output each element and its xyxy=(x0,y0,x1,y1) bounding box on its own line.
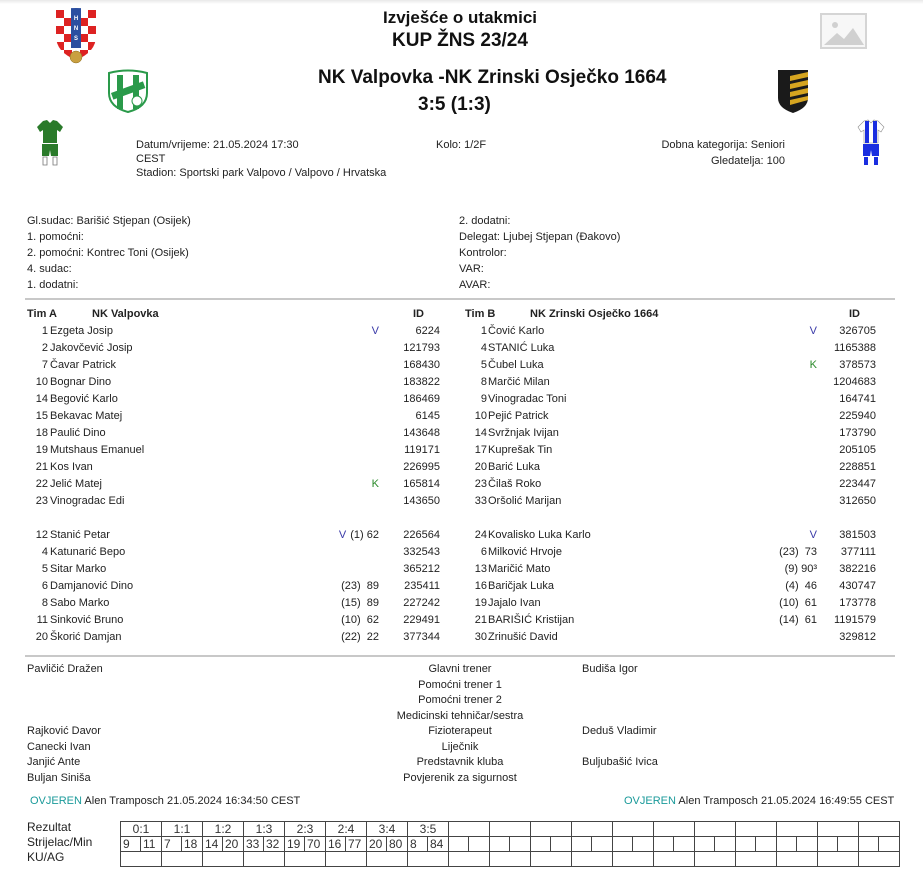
minute-cell xyxy=(633,837,654,852)
ku-ag-cell xyxy=(777,852,818,867)
home-staff-name: Canecki Ivan xyxy=(27,740,91,753)
player-id: 377111 xyxy=(840,546,876,558)
competition-title: KUP ŽNS 23/24 xyxy=(392,30,528,51)
scorer-cell: 8 xyxy=(408,837,428,852)
sub-row xyxy=(0,612,923,629)
player-name: Kovalisko Luka Karlo xyxy=(488,529,591,541)
player-id: 173790 xyxy=(839,427,876,439)
staff-role: Povjerenik za sigurnost xyxy=(403,771,517,784)
team-separator: - xyxy=(438,67,445,88)
scorer-cell xyxy=(613,837,633,852)
player-id: 382216 xyxy=(839,563,876,575)
result-cell: 1:2 xyxy=(203,822,244,837)
player-name: Čilaš Roko xyxy=(488,478,542,490)
sub-row xyxy=(0,629,923,646)
player-number: 21 xyxy=(35,461,48,473)
team-a-label: Tim A xyxy=(27,308,57,320)
scorer-cell xyxy=(818,837,838,852)
player-row xyxy=(0,323,923,340)
result-cell xyxy=(695,822,736,837)
result-cell xyxy=(654,822,695,837)
player-number: 1 xyxy=(41,325,48,337)
player-id: 1165388 xyxy=(833,342,876,354)
home-team-name: NK Valpovka xyxy=(318,67,434,88)
player-number: 10 xyxy=(35,376,48,388)
minute-cell: 77 xyxy=(346,837,367,852)
minute-cell xyxy=(756,837,777,852)
player-number: 16 xyxy=(474,580,487,592)
player-number: 2 xyxy=(41,342,48,354)
substitution-info: (14) 61 xyxy=(779,614,817,626)
minute-cell xyxy=(592,837,613,852)
player-name: Čović Karlo xyxy=(488,325,545,337)
substitution-info: (23) 89 xyxy=(341,580,379,592)
row-label-scorer: Strijelac/Min xyxy=(27,835,93,849)
player-name: Sabo Marko xyxy=(50,597,110,609)
officials-right xyxy=(459,213,620,293)
minute-cell: 80 xyxy=(387,837,408,852)
home-verification xyxy=(30,795,300,807)
player-name: Damjanović Dino xyxy=(50,580,134,592)
row-label-result: Rezultat xyxy=(27,820,72,834)
player-name: Bognar Dino xyxy=(50,376,112,388)
player-number: 15 xyxy=(35,410,48,422)
player-number: 33 xyxy=(474,495,487,507)
player-number: 5 xyxy=(41,563,48,575)
player-number: 19 xyxy=(35,444,48,456)
player-number: 20 xyxy=(474,461,487,473)
scorer-cell xyxy=(572,837,592,852)
staff-role: Predstavnik kluba xyxy=(416,756,504,768)
sub-row xyxy=(0,561,923,578)
player-name: Barić Luka xyxy=(488,461,540,473)
home-staff-name: Pavličić Dražen xyxy=(27,663,103,675)
player-name: STANIĆ Luka xyxy=(488,342,555,354)
minute-cell: 20 xyxy=(223,837,244,852)
player-name: Paulić Dino xyxy=(50,427,106,439)
player-name: Jakovčević Josip xyxy=(50,342,133,354)
scorer-cell: 9 xyxy=(121,837,141,852)
minute-cell: 11 xyxy=(141,837,162,852)
player-number: 4 xyxy=(480,342,487,354)
ku-ag-cell xyxy=(531,852,572,867)
player-name: Mutshaus Emanuel xyxy=(50,444,145,456)
goalkeeper-mark: V xyxy=(371,325,379,337)
ku-ag-cell xyxy=(162,852,203,867)
player-id: 329812 xyxy=(839,631,876,643)
player-status xyxy=(779,544,817,561)
player-row xyxy=(0,391,923,408)
minute-cell: 70 xyxy=(305,837,326,852)
player-name: Vinogradac Toni xyxy=(488,393,567,405)
match-title xyxy=(318,67,667,89)
player-row xyxy=(0,493,923,510)
scorer-cell: 33 xyxy=(244,837,264,852)
scorer-cell xyxy=(449,837,469,852)
officials-left xyxy=(27,213,191,293)
player-name: Pejić Patrick xyxy=(488,410,549,422)
staff-role: Glavni trener xyxy=(428,663,492,675)
ku-ag-cell xyxy=(408,852,449,867)
player-number: 24 xyxy=(474,529,487,541)
player-number: 10 xyxy=(474,410,487,422)
ku-ag-cell xyxy=(367,852,408,867)
player-name: Begović Karlo xyxy=(50,393,118,405)
away-staff-name: Budiša Igor xyxy=(582,663,638,675)
player-row xyxy=(0,476,923,493)
result-cell: 3:5 xyxy=(408,822,449,837)
player-id: 227242 xyxy=(403,597,440,609)
player-id: 168430 xyxy=(403,359,440,371)
substitution-info: (23) 73 xyxy=(779,546,817,558)
player-status xyxy=(779,612,817,629)
scorer-cell: 14 xyxy=(203,837,223,852)
player-name: Čavar Patrick xyxy=(50,359,117,371)
player-row xyxy=(0,459,923,476)
away-team-logo xyxy=(776,68,810,114)
ku-ag-cell xyxy=(203,852,244,867)
player-id: 377344 xyxy=(403,631,440,643)
player-name: Maričić Mato xyxy=(488,563,551,575)
player-row xyxy=(0,408,923,425)
player-id: 226564 xyxy=(403,529,440,541)
player-id: 121793 xyxy=(403,342,440,354)
player-number: 18 xyxy=(35,427,48,439)
player-name: Škorić Damjan xyxy=(50,631,122,643)
team-b-id-header: ID xyxy=(849,308,860,320)
ku-ag-cell xyxy=(490,852,531,867)
player-number: 14 xyxy=(35,393,48,405)
staff-role: Pomoćni trener 2 xyxy=(418,694,502,706)
scorer-cell xyxy=(777,837,797,852)
scorer-cell xyxy=(490,837,510,852)
player-id: 173778 xyxy=(839,597,876,609)
player-id: 119171 xyxy=(404,444,440,456)
official-line: 4. sudac: xyxy=(27,263,72,275)
player-id: 378573 xyxy=(839,359,876,371)
player-id: 143650 xyxy=(403,495,440,507)
sub-row xyxy=(0,595,923,612)
ku-ag-cell xyxy=(818,852,859,867)
player-number: 6 xyxy=(41,580,48,592)
player-number: 5 xyxy=(480,359,487,371)
hns-logo xyxy=(52,6,100,64)
player-number: 8 xyxy=(480,376,487,388)
official-line: AVAR: xyxy=(459,279,491,291)
player-row xyxy=(0,425,923,442)
minute-cell xyxy=(715,837,736,852)
player-id: 164741 xyxy=(839,393,876,405)
player-status xyxy=(785,561,817,578)
official-line: 1. dodatni: xyxy=(27,279,79,291)
official-line: VAR: xyxy=(459,263,484,275)
player-id: 226995 xyxy=(403,461,440,473)
svg-text:H: H xyxy=(73,16,79,22)
match-stadium: Stadion: Sportski park Valpovo / Valpovo / Hrvatska xyxy=(136,167,387,179)
match-datetime: Datum/vrijeme: 21.05.2024 17:30 xyxy=(136,139,299,151)
player-number: 30 xyxy=(474,631,487,643)
player-row xyxy=(0,340,923,357)
ku-ag-cell xyxy=(695,852,736,867)
goals-row-labels xyxy=(27,820,92,865)
match-score: 3:5 (1:3) xyxy=(418,94,491,115)
player-id: 186469 xyxy=(403,393,440,405)
player-name: Bekavac Matej xyxy=(50,410,123,422)
goalkeeper-mark: V xyxy=(338,529,347,541)
away-kit-icon xyxy=(856,119,886,167)
player-id: 183822 xyxy=(403,376,440,388)
away-team-name: NK Zrinski Osječko 1664 xyxy=(444,67,667,88)
player-name: Kos Ivan xyxy=(50,461,93,473)
result-cell xyxy=(613,822,654,837)
player-status xyxy=(810,323,817,340)
player-name: Sinković Bruno xyxy=(50,614,124,626)
player-number: 14 xyxy=(474,427,487,439)
attendance: Gledatelja: 100 xyxy=(711,155,785,167)
substitution-info: (10) 61 xyxy=(779,597,817,609)
staff-role: Medicinski tehničar/sestra xyxy=(396,709,524,722)
home-staff-name: Janjić Ante xyxy=(27,756,81,768)
result-cell: 3:4 xyxy=(367,822,408,837)
player-name: Vinogradac Edi xyxy=(50,495,125,507)
match-timezone: CEST xyxy=(136,153,166,165)
substitution-info: (10) 62 xyxy=(341,614,379,626)
player-id: 228851 xyxy=(839,461,876,473)
home-team-logo xyxy=(107,69,149,113)
row-label-ku-ag: KU/AG xyxy=(27,850,65,864)
goals-grid xyxy=(120,821,900,867)
player-name: BARIŠIĆ Kristijan xyxy=(488,614,575,626)
verified-by: Alen Tramposch 21.05.2024 16:49:55 CEST xyxy=(678,795,895,807)
home-staff-name: Rajković Davor xyxy=(27,725,101,737)
player-number: 8 xyxy=(41,597,48,609)
minute-cell: 18 xyxy=(182,837,203,852)
away-staff-name: Deduš Vladimir xyxy=(582,725,657,737)
player-number: 22 xyxy=(35,478,48,490)
result-cell xyxy=(736,822,777,837)
match-round: Kolo: 1/2F xyxy=(436,139,487,151)
match-info-right xyxy=(600,137,785,169)
player-id: 143648 xyxy=(403,427,440,439)
result-cell xyxy=(531,822,572,837)
player-number: 4 xyxy=(41,546,48,558)
verified-status: OVJEREN xyxy=(624,795,676,807)
ku-ag-cell xyxy=(449,852,490,867)
sub-row xyxy=(0,527,923,544)
divider xyxy=(25,655,895,657)
home-staff-name: Buljan Siniša xyxy=(27,771,91,784)
minute-cell xyxy=(797,837,818,852)
player-name: Sitar Marko xyxy=(50,563,107,575)
player-id: 6224 xyxy=(415,325,440,337)
player-id: 205105 xyxy=(839,444,876,456)
team-b-label: Tim B xyxy=(465,308,496,320)
ku-ag-cell xyxy=(859,852,900,867)
ku-ag-cell xyxy=(572,852,613,867)
svg-text:S: S xyxy=(73,36,79,42)
minute-cell xyxy=(551,837,572,852)
minute-cell xyxy=(469,837,490,852)
player-id: 6145 xyxy=(415,410,440,422)
result-cell xyxy=(572,822,613,837)
player-id: 229491 xyxy=(403,614,440,626)
team-a-name: NK Valpovka xyxy=(92,308,159,320)
player-status xyxy=(810,357,817,374)
substitution-info: (4) 46 xyxy=(785,580,817,592)
player-name: Zrinušić David xyxy=(488,631,558,643)
player-name: Jelić Matej xyxy=(50,478,102,490)
substitution-info: (22) 22 xyxy=(341,631,379,643)
team-b-name: NK Zrinski Osječko 1664 xyxy=(530,308,659,320)
verified-status: OVJEREN xyxy=(30,795,82,807)
report-title: Izvješće o utakmici xyxy=(382,8,538,27)
divider xyxy=(25,298,895,300)
player-number: 17 xyxy=(474,444,487,456)
player-name: Oršolić Marijan xyxy=(488,495,562,507)
result-cell xyxy=(777,822,818,837)
minute-cell xyxy=(674,837,695,852)
ku-ag-cell xyxy=(654,852,695,867)
result-cell xyxy=(818,822,859,837)
sub-row xyxy=(0,544,923,561)
player-id: 326705 xyxy=(839,325,876,337)
scorer-cell xyxy=(695,837,715,852)
player-name: Stanić Petar xyxy=(50,529,110,541)
official-line: Delegat: Ljubej Stjepan (Đakovo) xyxy=(459,231,621,243)
staff-role: Pomoćni trener 1 xyxy=(418,678,502,691)
player-id: 165814 xyxy=(403,478,440,490)
player-status xyxy=(785,578,817,595)
sub-row xyxy=(0,578,923,595)
ku-ag-cell xyxy=(613,852,654,867)
player-number: 13 xyxy=(474,563,487,575)
away-staff-name: Buljubašić Ivica xyxy=(582,756,658,768)
player-name: Čubel Luka xyxy=(488,359,544,371)
player-row xyxy=(0,442,923,459)
player-name: Jajalo Ivan xyxy=(488,597,541,609)
official-line: Kontrolor: xyxy=(459,247,507,259)
player-row xyxy=(0,374,923,391)
player-name: Baričjak Luka xyxy=(488,580,555,592)
official-line: 2. dodatni: xyxy=(459,215,511,227)
away-verification xyxy=(624,795,894,807)
result-cell xyxy=(449,822,490,837)
player-number: 23 xyxy=(474,478,487,490)
ku-ag-cell xyxy=(285,852,326,867)
goalkeeper-mark: V xyxy=(809,325,817,337)
substitution-info: (9) 90³ xyxy=(784,563,817,575)
substitution-info: (15) 89 xyxy=(341,597,379,609)
player-id: 381503 xyxy=(839,529,876,541)
player-number: 6 xyxy=(480,546,487,558)
player-name: Katunarić Bepo xyxy=(50,546,126,558)
scorer-cell: 7 xyxy=(162,837,182,852)
team-a-id-header: ID xyxy=(413,308,424,320)
official-line: 2. pomoćni: Kontrec Toni (Osijek) xyxy=(27,247,189,259)
scorer-cell xyxy=(531,837,551,852)
top-shadow xyxy=(0,0,923,4)
captain-mark: K xyxy=(809,359,817,371)
scorer-cell xyxy=(859,837,879,852)
player-id: 225940 xyxy=(839,410,876,422)
result-cell xyxy=(859,822,900,837)
player-number: 11 xyxy=(36,614,48,626)
player-id: 223447 xyxy=(839,478,876,490)
match-info-left xyxy=(136,137,386,181)
player-id: 332543 xyxy=(403,546,440,558)
svg-text:N: N xyxy=(73,26,79,32)
player-id: 312650 xyxy=(839,495,876,507)
player-row xyxy=(0,357,923,374)
player-name: Svržnjak Ivijan xyxy=(488,427,559,439)
player-number: 19 xyxy=(474,597,487,609)
staff-role: Liječnik xyxy=(441,740,479,753)
result-cell: 2:3 xyxy=(285,822,326,837)
player-number: 9 xyxy=(480,393,487,405)
verified-by: Alen Tramposch 21.05.2024 16:34:50 CEST xyxy=(84,795,301,807)
player-status xyxy=(810,527,817,544)
substitution-info: (1) 62 xyxy=(350,529,379,541)
scorer-cell: 19 xyxy=(285,837,305,852)
scorer-cell xyxy=(736,837,756,852)
player-number: 12 xyxy=(35,529,48,541)
player-name: Marčić Milan xyxy=(488,376,550,388)
player-number: 23 xyxy=(35,495,48,507)
captain-mark: K xyxy=(371,478,379,490)
player-number: 21 xyxy=(474,614,487,626)
result-cell: 1:1 xyxy=(162,822,203,837)
minute-cell xyxy=(838,837,859,852)
official-line: 1. pomoćni: xyxy=(27,231,84,243)
result-cell: 1:3 xyxy=(244,822,285,837)
scorer-cell xyxy=(654,837,674,852)
scorer-cell: 16 xyxy=(326,837,346,852)
age-category: Dobna kategorija: Seniori xyxy=(661,139,785,151)
player-number: 20 xyxy=(35,631,48,643)
ku-ag-cell xyxy=(736,852,777,867)
player-name: Milković Hrvoje xyxy=(488,546,562,558)
scorer-cell: 20 xyxy=(367,837,387,852)
result-cell: 0:1 xyxy=(121,822,162,837)
player-id: 430747 xyxy=(839,580,876,592)
player-number: 1 xyxy=(480,325,487,337)
ku-ag-cell xyxy=(244,852,285,867)
staff-role: Fizioterapeut xyxy=(428,725,492,737)
minute-cell xyxy=(879,837,900,852)
player-id: 1204683 xyxy=(833,376,876,388)
official-line: Gl.sudac: Barišić Stjepan (Osijek) xyxy=(27,215,191,227)
minute-cell: 32 xyxy=(264,837,285,852)
result-cell: 2:4 xyxy=(326,822,367,837)
player-status xyxy=(779,595,817,612)
home-kit-icon xyxy=(35,119,65,167)
player-id: 365212 xyxy=(403,563,440,575)
player-id: 235411 xyxy=(404,580,440,592)
player-name: Ezgeta Josip xyxy=(50,325,113,337)
ku-ag-cell xyxy=(326,852,367,867)
minute-cell: 84 xyxy=(428,837,449,852)
goalkeeper-mark: V xyxy=(809,529,817,541)
player-id: 1191579 xyxy=(833,614,876,626)
ku-ag-cell xyxy=(121,852,162,867)
minute-cell xyxy=(510,837,531,852)
result-cell xyxy=(490,822,531,837)
image-placeholder-icon xyxy=(820,13,867,49)
player-number: 7 xyxy=(41,359,48,371)
player-name: Kuprešak Tin xyxy=(488,444,553,456)
